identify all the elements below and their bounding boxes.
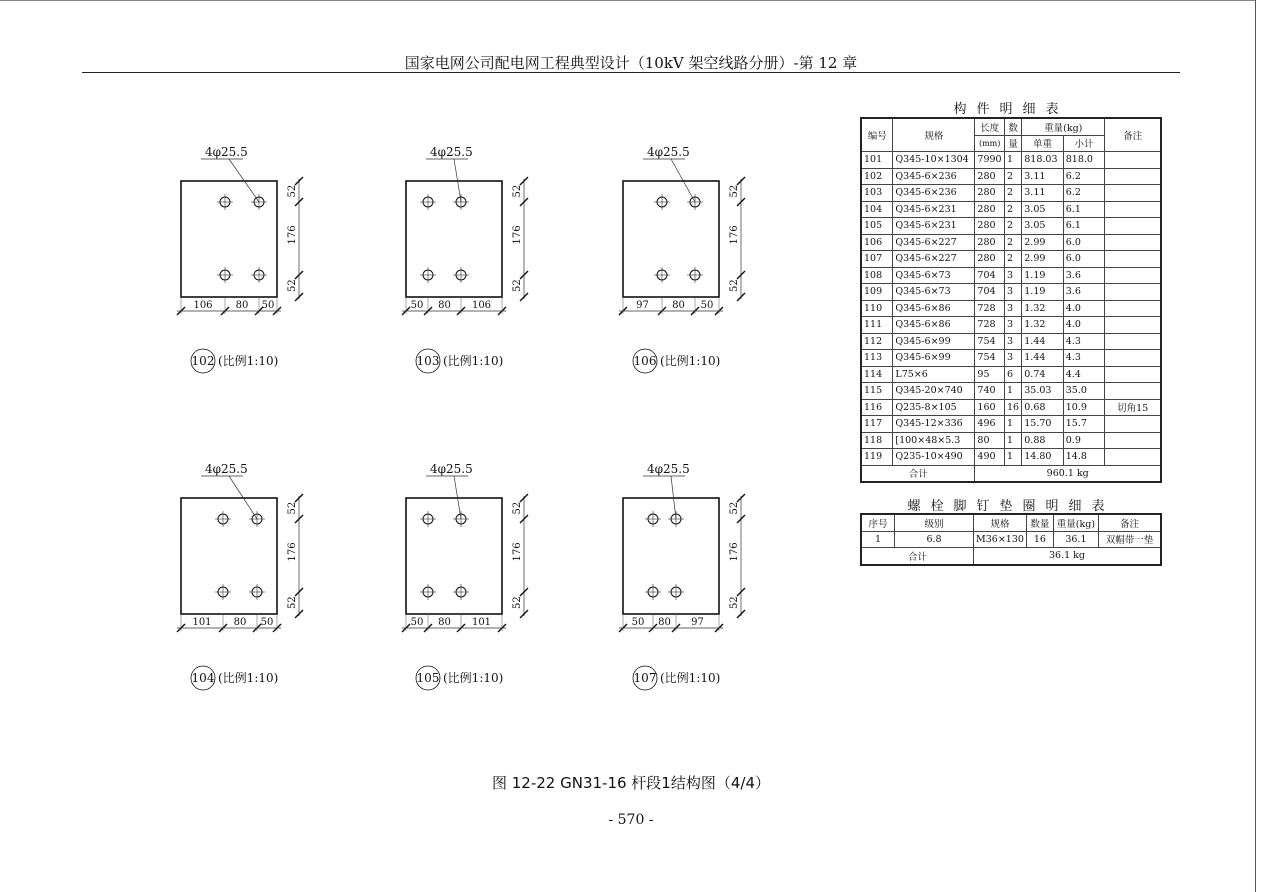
table-cell: 112	[861, 333, 893, 350]
scale-label: (比例1:10)	[660, 354, 721, 368]
table-cell: Q345-6×73	[893, 267, 975, 284]
table-cell: Q345-6×99	[893, 333, 975, 350]
table-cell: 490	[975, 449, 1005, 466]
table-cell: 6.0	[1063, 251, 1105, 268]
table-row	[861, 432, 1161, 449]
table-cell: 6.2	[1063, 185, 1105, 202]
table-cell: 0.68	[1022, 399, 1064, 416]
dimension-label: 52	[287, 501, 298, 515]
table-cell: 101	[861, 152, 893, 169]
table-cell: 3.11	[1022, 168, 1064, 185]
table-cell: 160	[975, 399, 1005, 416]
right-border	[1255, 0, 1256, 892]
header-qty-bottom: 量	[1004, 135, 1021, 152]
dimension-label: 80	[233, 617, 247, 628]
table-cell: 108	[861, 267, 893, 284]
table-row	[861, 234, 1161, 251]
table-cell: Q345-6×86	[893, 300, 975, 317]
table-cell: Q345-6×236	[893, 168, 975, 185]
header-weight: 重量(kg)	[1022, 118, 1105, 135]
table-cell: 6.1	[1063, 201, 1105, 218]
table-cell: 113	[861, 350, 893, 367]
table-cell: 280	[975, 185, 1005, 202]
table-cell: 280	[975, 251, 1005, 268]
table-cell	[1105, 383, 1161, 400]
table-cell	[1105, 350, 1161, 367]
table-cell: 104	[861, 201, 893, 218]
dimension-label: 80	[672, 300, 685, 311]
header-length-unit: (mm)	[975, 135, 1005, 152]
total-value: 36.1 kg	[974, 548, 1162, 565]
table-cell: 1	[1004, 152, 1021, 169]
table-cell: 111	[861, 317, 893, 334]
table-cell: 7990	[975, 152, 1005, 169]
table-row	[861, 383, 1161, 400]
plate-outline	[406, 181, 502, 297]
table-cell	[1105, 317, 1161, 334]
table-cell: Q345-20×740	[893, 383, 975, 400]
table-cell: 0.88	[1022, 432, 1064, 449]
table-row	[861, 218, 1161, 235]
bolt-header-weight: 重量(kg)	[1053, 514, 1098, 531]
table-cell: 103	[861, 185, 893, 202]
table-row	[861, 449, 1161, 466]
table-cell: 1.44	[1022, 350, 1064, 367]
dimension-label: 52	[729, 184, 740, 198]
dimension-label: 52	[287, 279, 298, 292]
plate-107	[619, 462, 745, 690]
table-cell	[1105, 284, 1161, 301]
table-cell: Q345-6×231	[893, 201, 975, 218]
table-cell: 16	[1026, 531, 1053, 548]
hole-label: 4φ25.5	[430, 462, 473, 476]
part-id: 105	[416, 671, 440, 685]
table-cell: 754	[975, 350, 1005, 367]
parts-table	[860, 117, 1162, 483]
table-cell: 4.0	[1063, 317, 1105, 334]
header-qty-top: 数	[1004, 118, 1021, 135]
table-cell: 280	[975, 218, 1005, 235]
table-cell: 3.05	[1022, 218, 1064, 235]
table-cell: 3	[1004, 284, 1021, 301]
dimension-label: 176	[512, 542, 523, 562]
table-row	[861, 168, 1161, 185]
dimension-label: 50	[700, 300, 714, 311]
table-row	[861, 300, 1161, 317]
table-cell: 2	[1004, 201, 1021, 218]
scale-label: (比例1:10)	[443, 354, 504, 368]
table-row	[861, 267, 1161, 284]
dimension-label: 97	[691, 617, 704, 628]
dimension-label: 176	[729, 225, 740, 245]
table-row	[861, 284, 1161, 301]
table-cell: 115	[861, 383, 893, 400]
table-cell	[1105, 300, 1161, 317]
table-cell: 35.0	[1063, 383, 1105, 400]
table-cell: 15.70	[1022, 416, 1064, 433]
table-cell	[1105, 267, 1161, 284]
table-cell: 117	[861, 416, 893, 433]
table-cell: Q345-6×227	[893, 234, 975, 251]
table-cell: 0.9	[1063, 432, 1105, 449]
table-cell: 107	[861, 251, 893, 268]
dimension-label: 52	[729, 501, 740, 515]
bolt-header-spec: 规格	[974, 514, 1027, 531]
table-cell	[1105, 218, 1161, 235]
table-cell: 3	[1004, 300, 1021, 317]
table-cell: 4.0	[1063, 300, 1105, 317]
plate-outline	[181, 498, 277, 614]
table-row	[861, 350, 1161, 367]
dimension-label: 50	[410, 617, 424, 628]
table-cell	[1105, 152, 1161, 169]
table-cell: 740	[975, 383, 1005, 400]
table-cell: Q345-12×336	[893, 416, 975, 433]
table-cell: Q345-6×86	[893, 317, 975, 334]
hole-label: 4φ25.5	[647, 145, 690, 159]
table-cell: 754	[975, 333, 1005, 350]
dimension-label: 50	[261, 300, 275, 311]
table-cell	[1105, 449, 1161, 466]
table-cell: 0.74	[1022, 366, 1064, 383]
table-cell	[1105, 168, 1161, 185]
dimension-label: 52	[512, 501, 523, 515]
table-cell: 80	[975, 432, 1005, 449]
bolt-table-title: 螺栓脚钉垫圈明细表	[907, 499, 1115, 514]
table-cell: 704	[975, 284, 1005, 301]
dimension-label: 176	[512, 225, 523, 245]
table-row	[861, 185, 1161, 202]
table-row	[861, 399, 1161, 416]
part-id: 103	[416, 354, 440, 368]
part-id: 104	[191, 671, 215, 685]
page-title: 国家电网公司配电网工程典型设计（10kV 架空线路分册）-第 12 章	[404, 54, 858, 72]
total-row	[861, 465, 1161, 482]
scale-label: (比例1:10)	[218, 671, 279, 685]
table-cell	[1105, 201, 1161, 218]
table-cell: 109	[861, 284, 893, 301]
dimension-label: 50	[631, 617, 645, 628]
table-cell: 1.44	[1022, 333, 1064, 350]
dimension-label: 80	[438, 300, 451, 311]
total-row	[861, 548, 1161, 565]
dimension-label: 101	[471, 617, 492, 628]
dimension-label: 52	[729, 596, 740, 609]
table-cell: 2.99	[1022, 234, 1064, 251]
table-cell: 1	[861, 531, 895, 548]
table-cell: Q345-6×236	[893, 185, 975, 202]
table-cell	[1105, 366, 1161, 383]
dimension-label: 176	[287, 542, 298, 562]
header-spec: 规格	[893, 118, 975, 152]
table-cell: 1.19	[1022, 284, 1064, 301]
plate-outline	[623, 181, 719, 297]
table-cell: 728	[975, 317, 1005, 334]
table-cell: 1.32	[1022, 317, 1064, 334]
scale-label: (比例1:10)	[218, 354, 279, 368]
table-cell: 3.11	[1022, 185, 1064, 202]
table-row	[861, 531, 1161, 548]
table-cell: 1	[1004, 432, 1021, 449]
table-cell: 280	[975, 168, 1005, 185]
part-id: 106	[633, 354, 657, 368]
table-cell: 818.0	[1063, 152, 1105, 169]
table-cell: 10.9	[1063, 399, 1105, 416]
table-cell: 16	[1004, 399, 1021, 416]
table-cell: Q345-6×231	[893, 218, 975, 235]
table-cell: [100×48×5.3	[893, 432, 975, 449]
parts-table-title: 构件明细表	[953, 102, 1069, 117]
table-cell: Q235-8×105	[893, 399, 975, 416]
bolt-header-qty: 数量	[1026, 514, 1053, 531]
dimension-label: 106	[471, 300, 492, 311]
dimension-label: 101	[192, 617, 212, 628]
table-cell: 2	[1004, 185, 1021, 202]
table-cell: Q345-6×227	[893, 251, 975, 268]
table-cell: 95	[975, 366, 1005, 383]
plate-105	[402, 462, 528, 690]
dimension-label: 52	[512, 596, 523, 609]
table-cell: Q345-10×1304	[893, 152, 975, 169]
bolt-header-grade: 级别	[895, 514, 974, 531]
hole-label: 4φ25.5	[430, 145, 473, 159]
table-cell: Q345-6×73	[893, 284, 975, 301]
plate-104	[177, 462, 303, 690]
table-cell: 2	[1004, 251, 1021, 268]
table-cell: 2	[1004, 218, 1021, 235]
plate-outline	[623, 498, 719, 614]
table-cell: 6.8	[895, 531, 974, 548]
plate-102	[177, 145, 303, 373]
table-cell: 818.03	[1022, 152, 1064, 169]
part-id: 107	[633, 671, 657, 685]
dimension-label: 50	[260, 617, 274, 628]
table-cell: 1	[1004, 383, 1021, 400]
header-length: 长度	[975, 118, 1005, 135]
dimension-label: 106	[193, 300, 213, 311]
table-cell: Q345-6×99	[893, 350, 975, 367]
plate-106	[619, 145, 745, 373]
table-cell: 4.3	[1063, 350, 1105, 367]
table-cell: 4.3	[1063, 333, 1105, 350]
table-cell	[1105, 416, 1161, 433]
table-cell: 3.05	[1022, 201, 1064, 218]
table-cell: 106	[861, 234, 893, 251]
bolt-header-remark: 备注	[1098, 514, 1161, 531]
plate-103	[402, 145, 528, 373]
dimension-label: 80	[235, 300, 249, 311]
table-cell	[1105, 333, 1161, 350]
table-cell: 105	[861, 218, 893, 235]
table-row	[861, 366, 1161, 383]
header-unit-weight: 单重	[1022, 135, 1064, 152]
dimension-label: 176	[287, 225, 298, 245]
bolt-header-no: 序号	[861, 514, 895, 531]
table-cell	[1105, 432, 1161, 449]
dimension-label: 52	[512, 184, 523, 198]
table-cell: 1.32	[1022, 300, 1064, 317]
table-cell: Q235-10×490	[893, 449, 975, 466]
table-row	[861, 333, 1161, 350]
total-value: 960.1 kg	[975, 465, 1161, 482]
plate-outline	[406, 498, 502, 614]
table-row	[861, 251, 1161, 268]
dimension-label: 80	[658, 617, 671, 628]
table-cell: 3	[1004, 267, 1021, 284]
total-label: 合计	[861, 548, 974, 565]
table-cell: 704	[975, 267, 1005, 284]
part-id: 102	[191, 354, 215, 368]
header-no: 编号	[861, 118, 893, 152]
table-cell: 3.6	[1063, 267, 1105, 284]
table-cell: 3	[1004, 350, 1021, 367]
table-cell: 6.0	[1063, 234, 1105, 251]
table-cell: L75×6	[893, 366, 975, 383]
table-cell: 496	[975, 416, 1005, 433]
table-cell: 119	[861, 449, 893, 466]
table-cell	[1105, 234, 1161, 251]
scale-label: (比例1:10)	[443, 671, 504, 685]
table-cell: 3	[1004, 333, 1021, 350]
table-row	[861, 416, 1161, 433]
table-row	[861, 201, 1161, 218]
table-cell: 14.8	[1063, 449, 1105, 466]
dimension-label: 176	[729, 542, 740, 562]
bolt-table	[860, 513, 1162, 566]
table-cell: 2.99	[1022, 251, 1064, 268]
table-cell: 1	[1004, 416, 1021, 433]
dimension-label: 50	[410, 300, 424, 311]
table-cell: 102	[861, 168, 893, 185]
header-remark: 备注	[1105, 118, 1161, 152]
table-cell: M36×130	[974, 531, 1027, 548]
dimension-label: 97	[636, 300, 649, 311]
table-cell: 3.6	[1063, 284, 1105, 301]
table-cell: 14.80	[1022, 449, 1064, 466]
table-cell: 1	[1004, 449, 1021, 466]
table-cell: 1.19	[1022, 267, 1064, 284]
table-cell: 6	[1004, 366, 1021, 383]
dimension-label: 52	[287, 184, 298, 198]
table-cell: 36.1	[1053, 531, 1098, 548]
table-row	[861, 152, 1161, 169]
table-cell	[1105, 185, 1161, 202]
table-cell: 4.4	[1063, 366, 1105, 383]
dimension-label: 52	[729, 279, 740, 292]
dimension-label: 52	[512, 279, 523, 292]
table-cell: 114	[861, 366, 893, 383]
scale-label: (比例1:10)	[660, 671, 721, 685]
dimension-label: 80	[438, 617, 451, 628]
table-cell: 118	[861, 432, 893, 449]
table-row	[861, 317, 1161, 334]
dimension-label: 52	[287, 596, 298, 609]
total-label: 合计	[861, 465, 975, 482]
table-cell: 2	[1004, 168, 1021, 185]
table-cell: 280	[975, 234, 1005, 251]
figure-caption: 图 12-22 GN31-16 杆段1结构图（4/4）	[491, 774, 770, 792]
table-cell: 3	[1004, 317, 1021, 334]
table-cell	[1105, 251, 1161, 268]
table-cell: 切角15	[1105, 399, 1161, 416]
hole-label: 4φ25.5	[647, 462, 690, 476]
table-cell: 280	[975, 201, 1005, 218]
table-cell: 15.7	[1063, 416, 1105, 433]
hole-label: 4φ25.5	[205, 462, 248, 476]
table-cell: 双帽带一垫	[1098, 531, 1161, 548]
header-subtotal: 小计	[1063, 135, 1105, 152]
hole-label: 4φ25.5	[205, 145, 248, 159]
table-cell: 6.2	[1063, 168, 1105, 185]
table-cell: 6.1	[1063, 218, 1105, 235]
page-number: - 570 -	[608, 812, 654, 828]
table-cell: 2	[1004, 234, 1021, 251]
table-cell: 35.03	[1022, 383, 1064, 400]
table-cell: 110	[861, 300, 893, 317]
table-cell: 116	[861, 399, 893, 416]
table-cell: 728	[975, 300, 1005, 317]
